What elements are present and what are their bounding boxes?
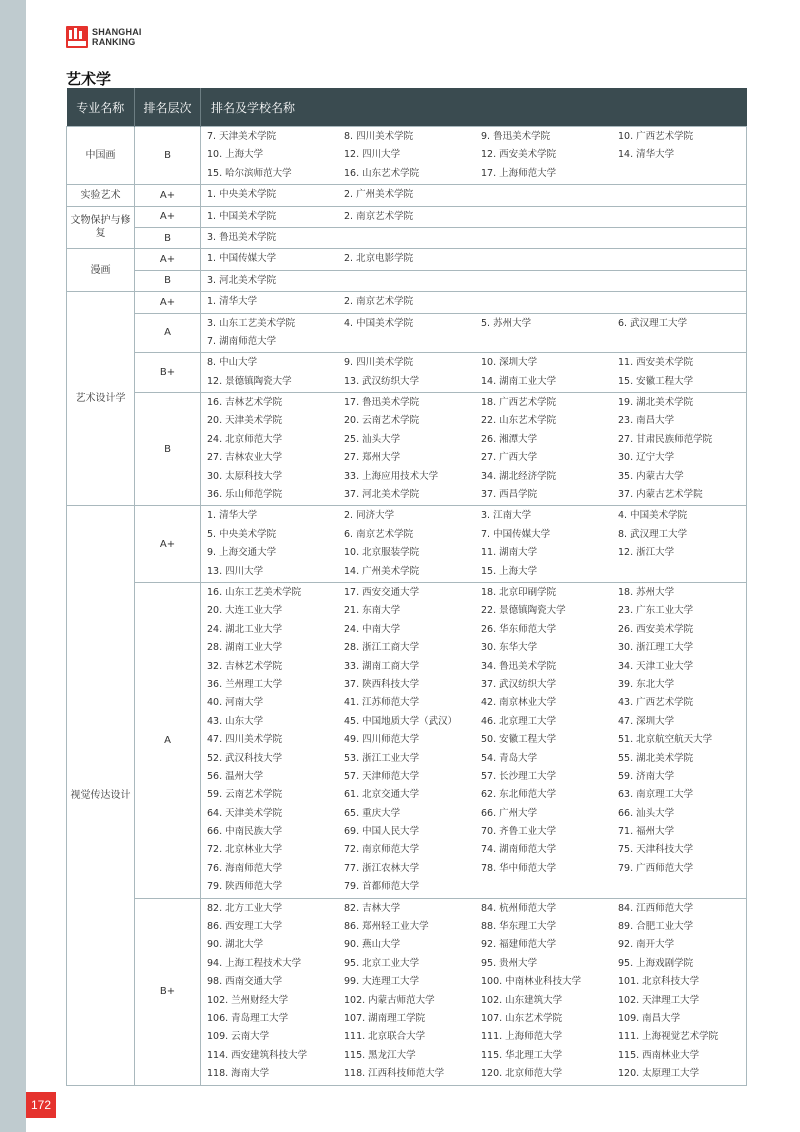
school-entry: 20. 大连工业大学 — [207, 605, 283, 617]
rank-level: A — [135, 313, 201, 353]
school-entry: 102. 内蒙古师范大学 — [344, 994, 435, 1006]
rank-level: B+ — [135, 353, 201, 393]
school-list — [201, 127, 747, 185]
school-entry: 33. 湖南工商大学 — [344, 660, 420, 672]
school-entry: 23. 广东工业大学 — [618, 605, 694, 617]
school-entry: 17. 上海师范大学 — [481, 167, 557, 179]
school-entry: 74. 湖南师范大学 — [481, 844, 557, 856]
school-entry: 115. 华北理工大学 — [481, 1049, 563, 1061]
table-row — [67, 249, 747, 270]
school-entry: 90. 湖北大学 — [207, 939, 264, 951]
school-entry: 27. 甘肃民族师范学院 — [618, 433, 713, 445]
school-entry: 17. 鲁迅美术学院 — [344, 397, 420, 409]
school-entry: 1. 中国美术学院 — [207, 210, 277, 222]
school-entry: 36. 乐山师范学院 — [207, 489, 283, 501]
table-row — [67, 353, 747, 393]
school-entry: 1. 清华大学 — [207, 296, 258, 308]
table-row — [67, 393, 747, 506]
school-entry: 70. 齐鲁工业大学 — [481, 826, 557, 838]
school-entry: 66. 广州大学 — [481, 807, 538, 819]
school-entry: 37. 武汉纺织大学 — [481, 678, 557, 690]
school-entry: 2. 同济大学 — [344, 510, 395, 522]
school-grid — [207, 293, 746, 311]
school-entry: 66. 汕头大学 — [618, 807, 675, 819]
table-row — [67, 898, 747, 1085]
school-list — [201, 898, 747, 1085]
school-entry: 3. 河北美术学院 — [207, 274, 277, 286]
table-row — [67, 185, 747, 206]
school-entry: 102. 兰州财经大学 — [207, 994, 289, 1006]
school-entry: 114. 西安建筑科技大学 — [207, 1049, 308, 1061]
major-name: 文物保护与修复 — [67, 206, 135, 249]
major-name: 视觉传达设计 — [67, 506, 135, 1085]
school-grid — [207, 394, 746, 504]
school-entry: 95. 贵州大学 — [481, 957, 538, 969]
school-list — [201, 249, 747, 270]
school-entry: 43. 山东大学 — [207, 715, 264, 727]
school-entry: 27. 吉林农业大学 — [207, 452, 283, 464]
school-entry: 11. 湖南大学 — [481, 547, 538, 559]
school-entry: 46. 北京理工大学 — [481, 715, 557, 727]
school-entry: 35. 内蒙古大学 — [618, 470, 684, 482]
school-entry: 16. 吉林艺术学院 — [207, 397, 283, 409]
header-schools: 排名及学校名称 — [201, 88, 747, 127]
school-entry: 94. 上海工程技术大学 — [207, 957, 302, 969]
school-entry: 19. 湖北美术学院 — [618, 397, 694, 409]
brand-name: SHANGHAI RANKING — [92, 27, 142, 47]
school-entry: 49. 四川师范大学 — [344, 734, 420, 746]
school-entry: 107. 山东艺术学院 — [481, 1012, 563, 1024]
school-entry: 9. 四川美术学院 — [344, 357, 414, 369]
school-entry: 106. 青岛理工大学 — [207, 1012, 289, 1024]
school-entry: 30. 辽宁大学 — [618, 452, 675, 464]
school-entry: 5. 苏州大学 — [481, 317, 532, 329]
table-row — [67, 127, 747, 185]
school-entry: 69. 中国人民大学 — [344, 826, 420, 838]
school-entry: 22. 山东艺术学院 — [481, 415, 557, 427]
major-name: 中国画 — [67, 127, 135, 185]
school-entry: 15. 安徽工程大学 — [618, 375, 694, 387]
school-entry: 82. 吉林大学 — [344, 902, 401, 914]
school-grid — [207, 229, 746, 247]
school-grid — [207, 128, 746, 183]
school-entry: 84. 杭州师范大学 — [481, 902, 557, 914]
school-entry: 6. 武汉理工大学 — [618, 317, 688, 329]
school-entry: 4. 中国美术学院 — [618, 510, 688, 522]
school-entry: 120. 太原理工大学 — [618, 1068, 700, 1080]
school-entry: 88. 华东理工大学 — [481, 921, 557, 933]
school-entry: 56. 温州大学 — [207, 770, 264, 782]
school-entry: 15. 哈尔滨师范大学 — [207, 167, 292, 179]
header-level: 排名层次 — [135, 88, 201, 127]
school-entry: 34. 鲁迅美术学院 — [481, 660, 557, 672]
school-entry: 17. 西安交通大学 — [344, 586, 420, 598]
school-entry: 61. 北京交通大学 — [344, 789, 420, 801]
school-entry: 26. 西安美术学院 — [618, 623, 694, 635]
rank-level: A+ — [135, 506, 201, 583]
school-grid — [207, 186, 746, 204]
school-entry: 16. 山东艺术学院 — [344, 167, 420, 179]
school-entry: 28. 浙江工商大学 — [344, 642, 420, 654]
school-entry: 45. 中国地质大学（武汉） — [344, 715, 458, 727]
school-entry: 1. 清华大学 — [207, 510, 258, 522]
school-list — [201, 206, 747, 227]
school-list — [201, 270, 747, 291]
school-entry: 53. 浙江工业大学 — [344, 752, 420, 764]
header-major: 专业名称 — [67, 88, 135, 127]
school-entry: 92. 福建师范大学 — [481, 939, 557, 951]
school-entry: 118. 江西科技师范大学 — [344, 1068, 445, 1080]
school-list — [201, 313, 747, 353]
school-entry: 79. 广西师范大学 — [618, 862, 694, 874]
table-row — [67, 206, 747, 227]
school-entry: 1. 中央美术学院 — [207, 189, 277, 201]
school-entry: 109. 云南大学 — [207, 1031, 270, 1043]
school-entry: 78. 华中师范大学 — [481, 862, 557, 874]
table-row — [67, 313, 747, 353]
school-entry: 9. 上海交通大学 — [207, 547, 277, 559]
school-entry: 11. 西安美术学院 — [618, 357, 694, 369]
school-grid — [207, 272, 746, 290]
school-entry: 14. 湖南工业大学 — [481, 375, 557, 387]
school-entry: 5. 中央美术学院 — [207, 528, 277, 540]
school-entry: 92. 南开大学 — [618, 939, 675, 951]
ranking-logo-icon — [66, 26, 88, 48]
school-list — [201, 506, 747, 583]
school-entry: 21. 东南大学 — [344, 605, 401, 617]
school-entry: 51. 北京航空航天大学 — [618, 734, 713, 746]
school-entry: 101. 北京科技大学 — [618, 976, 700, 988]
school-entry: 24. 北京师范大学 — [207, 433, 283, 445]
major-name: 实验艺术 — [67, 185, 135, 206]
school-entry: 12. 浙江大学 — [618, 547, 675, 559]
school-grid — [207, 250, 746, 268]
school-entry: 62. 东北师范大学 — [481, 789, 557, 801]
school-entry: 2. 广州美术学院 — [344, 189, 414, 201]
school-entry: 66. 中南民族大学 — [207, 826, 283, 838]
school-entry: 15. 上海大学 — [481, 565, 538, 577]
school-entry: 32. 吉林艺术学院 — [207, 660, 283, 672]
school-entry: 37. 内蒙古艺术学院 — [618, 489, 703, 501]
rank-level: A+ — [135, 292, 201, 313]
school-entry: 102. 天津理工大学 — [618, 994, 700, 1006]
school-entry: 26. 华东师范大学 — [481, 623, 557, 635]
section-title: 艺术学 — [66, 70, 112, 88]
school-grid — [207, 354, 746, 391]
school-entry: 8. 中山大学 — [207, 357, 258, 369]
school-entry: 34. 湖北经济学院 — [481, 470, 557, 482]
school-entry: 109. 南昌大学 — [618, 1012, 681, 1024]
school-entry: 18. 北京印刷学院 — [481, 586, 557, 598]
school-entry: 118. 海南大学 — [207, 1068, 270, 1080]
school-entry: 23. 南昌大学 — [618, 415, 675, 427]
school-entry: 16. 山东工艺美术学院 — [207, 586, 302, 598]
school-grid — [207, 900, 746, 1084]
school-entry: 27. 郑州大学 — [344, 452, 401, 464]
school-entry: 3. 江南大学 — [481, 510, 532, 522]
school-entry: 2. 北京电影学院 — [344, 253, 414, 265]
school-entry: 2. 南京艺术学院 — [344, 210, 414, 222]
school-entry: 84. 江西师范大学 — [618, 902, 694, 914]
school-entry: 75. 天津科技大学 — [618, 844, 694, 856]
school-entry: 2. 南京艺术学院 — [344, 296, 414, 308]
school-list — [201, 292, 747, 313]
school-entry: 102. 山东建筑大学 — [481, 994, 563, 1006]
school-entry: 22. 景德镇陶瓷大学 — [481, 605, 566, 617]
school-entry: 8. 武汉理工大学 — [618, 528, 688, 540]
school-entry: 95. 北京工业大学 — [344, 957, 420, 969]
school-entry: 90. 燕山大学 — [344, 939, 401, 951]
rank-level: B — [135, 127, 201, 185]
rank-level: A+ — [135, 249, 201, 270]
major-name: 漫画 — [67, 249, 135, 292]
school-entry: 40. 河南大学 — [207, 697, 264, 709]
school-entry: 20. 天津美术学院 — [207, 415, 283, 427]
school-list — [201, 582, 747, 898]
school-entry: 59. 济南大学 — [618, 770, 675, 782]
table-header-row — [67, 88, 747, 127]
school-entry: 10. 广西艺术学院 — [618, 131, 694, 142]
school-entry: 10. 北京服装学院 — [344, 547, 420, 559]
school-entry: 111. 北京联合大学 — [344, 1031, 426, 1043]
school-entry: 4. 中国美术学院 — [344, 317, 414, 329]
school-entry: 72. 南京师范大学 — [344, 844, 420, 856]
school-grid — [207, 584, 746, 897]
school-entry: 42. 南京林业大学 — [481, 697, 557, 709]
major-name: 艺术设计学 — [67, 292, 135, 506]
school-entry: 14. 广州美术学院 — [344, 565, 420, 577]
school-entry: 72. 北京林业大学 — [207, 844, 283, 856]
school-entry: 3. 山东工艺美术学院 — [207, 317, 296, 329]
school-entry: 24. 湖北工业大学 — [207, 623, 283, 635]
school-entry: 18. 广西艺术学院 — [481, 397, 557, 409]
school-entry: 30. 浙江理工大学 — [618, 642, 694, 654]
rank-level: B — [135, 227, 201, 248]
school-entry: 79. 首都师范大学 — [344, 881, 420, 893]
school-entry: 37. 河北美术学院 — [344, 489, 420, 501]
rank-level: A — [135, 582, 201, 898]
rank-level: A+ — [135, 185, 201, 206]
table-row — [67, 227, 747, 248]
table-row — [67, 292, 747, 313]
school-entry: 79. 陕西师范大学 — [207, 881, 283, 893]
school-entry: 59. 云南艺术学院 — [207, 789, 283, 801]
school-entry: 47. 深圳大学 — [618, 715, 675, 727]
table-row — [67, 582, 747, 898]
school-list — [201, 227, 747, 248]
school-entry: 55. 湖北美术学院 — [618, 752, 694, 764]
page-number: 172 — [26, 1092, 56, 1118]
school-entry: 37. 西昌学院 — [481, 489, 538, 501]
school-entry: 33. 上海应用技术大学 — [344, 470, 439, 482]
school-entry: 107. 湖南理工学院 — [344, 1012, 426, 1024]
school-list — [201, 353, 747, 393]
school-entry: 76. 海南师范大学 — [207, 862, 283, 874]
school-entry: 50. 安徽工程大学 — [481, 734, 557, 746]
rank-level: B+ — [135, 898, 201, 1085]
school-list — [201, 393, 747, 506]
school-entry: 3. 鲁迅美术学院 — [207, 231, 277, 243]
school-entry: 7. 中国传媒大学 — [481, 528, 551, 540]
school-list — [201, 185, 747, 206]
school-entry: 77. 浙江农林大学 — [344, 862, 420, 874]
school-grid — [207, 208, 746, 226]
school-entry: 115. 黑龙江大学 — [344, 1049, 416, 1061]
school-entry: 111. 上海师范大学 — [481, 1031, 563, 1043]
school-entry: 52. 武汉科技大学 — [207, 752, 283, 764]
school-entry: 89. 合肥工业大学 — [618, 921, 694, 933]
school-entry: 86. 郑州轻工业大学 — [344, 921, 429, 933]
ranking-table — [66, 88, 747, 1086]
school-entry: 12. 景德镇陶瓷大学 — [207, 375, 292, 387]
school-entry: 28. 湖南工业大学 — [207, 642, 283, 654]
school-entry: 13. 武汉纺织大学 — [344, 375, 420, 387]
school-entry: 100. 中南林业科技大学 — [481, 976, 582, 988]
school-entry: 120. 北京师范大学 — [481, 1068, 563, 1080]
school-entry: 12. 西安美术学院 — [481, 149, 557, 161]
school-entry: 65. 重庆大学 — [344, 807, 401, 819]
school-entry: 99. 大连理工大学 — [344, 976, 420, 988]
school-entry: 18. 苏州大学 — [618, 586, 675, 598]
school-entry: 115. 西南林业大学 — [618, 1049, 700, 1061]
school-entry: 27. 广西大学 — [481, 452, 538, 464]
school-entry: 39. 东北大学 — [618, 678, 675, 690]
school-entry: 7. 天津美术学院 — [207, 131, 277, 142]
school-entry: 8. 四川美术学院 — [344, 131, 414, 142]
school-entry: 14. 清华大学 — [618, 149, 675, 161]
school-entry: 37. 陕西科技大学 — [344, 678, 420, 690]
left-sidebar-band — [0, 0, 26, 1132]
school-entry: 9. 鲁迅美术学院 — [481, 131, 551, 142]
school-entry: 30. 太原科技大学 — [207, 470, 283, 482]
school-entry: 111. 上海视觉艺术学院 — [618, 1031, 719, 1043]
school-entry: 57. 天津师范大学 — [344, 770, 420, 782]
table-row — [67, 270, 747, 291]
school-entry: 12. 四川大学 — [344, 149, 401, 161]
school-entry: 47. 四川美术学院 — [207, 734, 283, 746]
table-row — [67, 506, 747, 583]
school-entry: 63. 南京理工大学 — [618, 789, 694, 801]
school-entry: 20. 云南艺术学院 — [344, 415, 420, 427]
rank-level: A+ — [135, 206, 201, 227]
school-entry: 25. 汕头大学 — [344, 433, 401, 445]
school-entry: 98. 西南交通大学 — [207, 976, 283, 988]
school-entry: 41. 江苏师范大学 — [344, 697, 420, 709]
school-entry: 82. 北方工业大学 — [207, 902, 283, 914]
rank-level: B — [135, 270, 201, 291]
school-entry: 86. 西安理工大学 — [207, 921, 283, 933]
school-entry: 10. 深圳大学 — [481, 357, 538, 369]
school-entry: 24. 中南大学 — [344, 623, 401, 635]
school-entry: 13. 四川大学 — [207, 565, 264, 577]
school-entry: 7. 湖南师范大学 — [207, 335, 277, 347]
school-entry: 34. 天津工业大学 — [618, 660, 694, 672]
school-entry: 30. 东华大学 — [481, 642, 538, 654]
school-grid — [207, 507, 746, 581]
school-entry: 36. 兰州理工大学 — [207, 678, 283, 690]
school-entry: 26. 湘潭大学 — [481, 433, 538, 445]
school-entry: 43. 广西艺术学院 — [618, 697, 694, 709]
school-entry: 1. 中国传媒大学 — [207, 253, 277, 265]
school-grid — [207, 315, 746, 352]
rank-level: B — [135, 393, 201, 506]
school-entry: 6. 南京艺术学院 — [344, 528, 414, 540]
school-entry: 57. 长沙理工大学 — [481, 770, 557, 782]
school-entry: 95. 上海戏剧学院 — [618, 957, 694, 969]
school-entry: 10. 上海大学 — [207, 149, 264, 161]
school-entry: 71. 福州大学 — [618, 826, 675, 838]
school-entry: 54. 青岛大学 — [481, 752, 538, 764]
school-entry: 64. 天津美术学院 — [207, 807, 283, 819]
